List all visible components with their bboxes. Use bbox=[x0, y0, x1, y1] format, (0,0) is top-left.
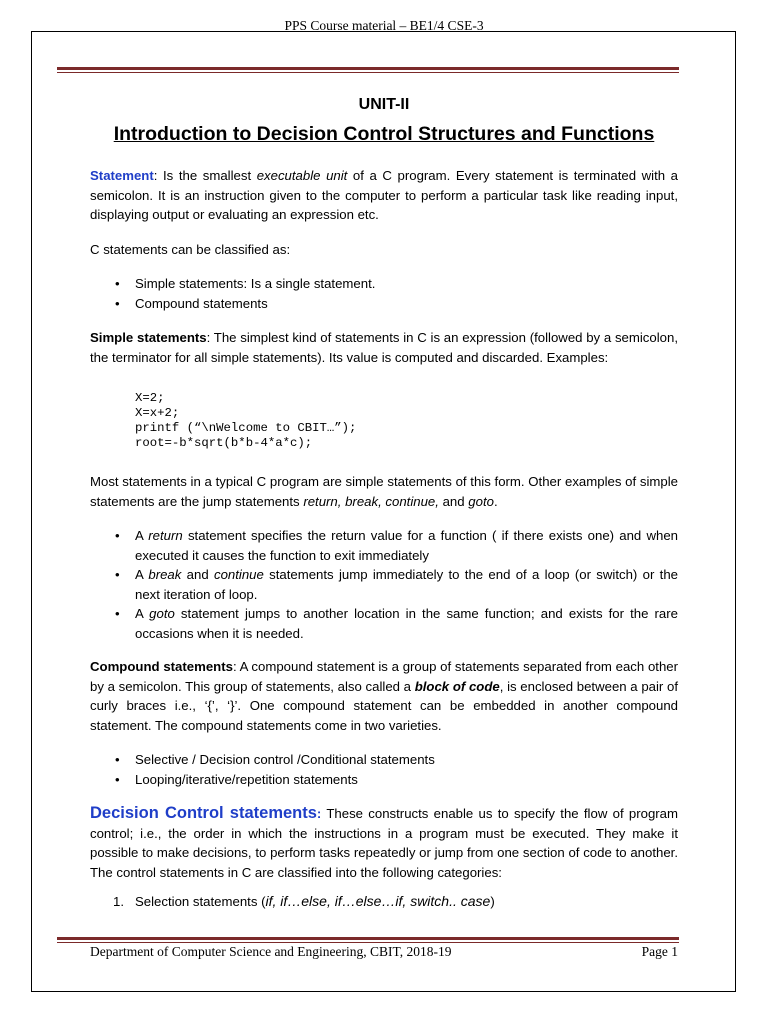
decision-term: Decision Control statements bbox=[90, 804, 317, 822]
classes-list bbox=[90, 274, 678, 313]
page-number: Page 1 bbox=[641, 944, 678, 959]
statement-paragraph: Statement: Is the smallest executable unit of a C program. Every statement is terminated with a semicolon. It is an instruction given to the computer to perform a particular task like reading input, displaying output or evaluating an expression etc. bbox=[90, 168, 678, 223]
statement-term: Statement bbox=[90, 168, 154, 183]
list-item: • Simple statements: Is a single statement. bbox=[90, 274, 678, 294]
most-paragraph: Most statements in a typical C program are simple statements of this form. Other examples of simple statements are the jump statements return, break, continue, and goto. bbox=[90, 474, 678, 509]
header-rule-thick bbox=[57, 67, 679, 70]
list-item: • Selective / Decision control /Conditional statements bbox=[90, 750, 678, 770]
code-example bbox=[90, 391, 678, 451]
code-line: printf (“\nWelcome to CBIT…”); bbox=[135, 421, 357, 435]
list-item: • A break and continue statements jump immediately to the end of a loop (or switch) or the next iteration of loop. bbox=[90, 565, 678, 604]
list-item: • A return statement specifies the return value for a function ( if there exists one) and when executed it causes the function to exit immediately bbox=[90, 526, 678, 565]
simple-term: Simple statements bbox=[90, 330, 207, 345]
unit-heading: UNIT-II bbox=[358, 96, 410, 113]
footer-rule-thick bbox=[57, 937, 679, 940]
page-title: Introduction to Decision Control Structures and Functions bbox=[113, 123, 655, 145]
list-item: • Looping/iterative/repetition statements bbox=[90, 770, 678, 790]
classified-intro: C statements can be classified as: bbox=[90, 242, 291, 257]
decision-paragraph: Decision Control statements: These constructs enable us to specify the flow of program control; i.e., the order in which the instructions in a program must be executed. They make it possible to make decisions, to perform tasks repeatedly or jump from one section of code to another. The control statements in C are classified into the following categories: bbox=[90, 804, 678, 880]
compound-paragraph: Compound statements: A compound statement is a group of statements separated from each other by a semicolon. This group of statements, also called a block of code, is enclosed between a pair of curly braces i.e., ‘{’, ‘}’. One compound statement can be embedded in another compound statement. The compound statements come in two varieties. bbox=[90, 659, 679, 733]
simple-paragraph: Simple statements: The simplest kind of statements in C is an expression (followed by a semicolon, the terminator for all simple statements). Its value is computed and discarded. Examples: bbox=[90, 330, 678, 365]
varieties-list bbox=[90, 750, 678, 789]
list-item: • Compound statements bbox=[90, 294, 678, 314]
categories-list bbox=[90, 892, 678, 912]
compound-term: Compound statements bbox=[90, 659, 233, 674]
footer-rule-thin bbox=[57, 942, 679, 943]
header-rule-thin bbox=[57, 72, 679, 73]
footer-department: Department of Computer Science and Engineering, CBIT, 2018-19 bbox=[90, 944, 452, 959]
running-header: PPS Course material – BE1/4 CSE-3 bbox=[284, 18, 484, 33]
code-line: X=2; bbox=[135, 391, 165, 405]
jump-statements-list bbox=[90, 526, 678, 644]
list-item: • A goto statement jumps to another location in the same function; and exists for the rare occasions when it is needed. bbox=[90, 604, 678, 643]
list-item: 1. Selection statements (if, if…else, if…else…if, switch.. case) bbox=[113, 893, 495, 909]
code-line: root=-b*sqrt(b*b-4*a*c); bbox=[135, 436, 313, 450]
code-line: X=x+2; bbox=[135, 406, 180, 420]
